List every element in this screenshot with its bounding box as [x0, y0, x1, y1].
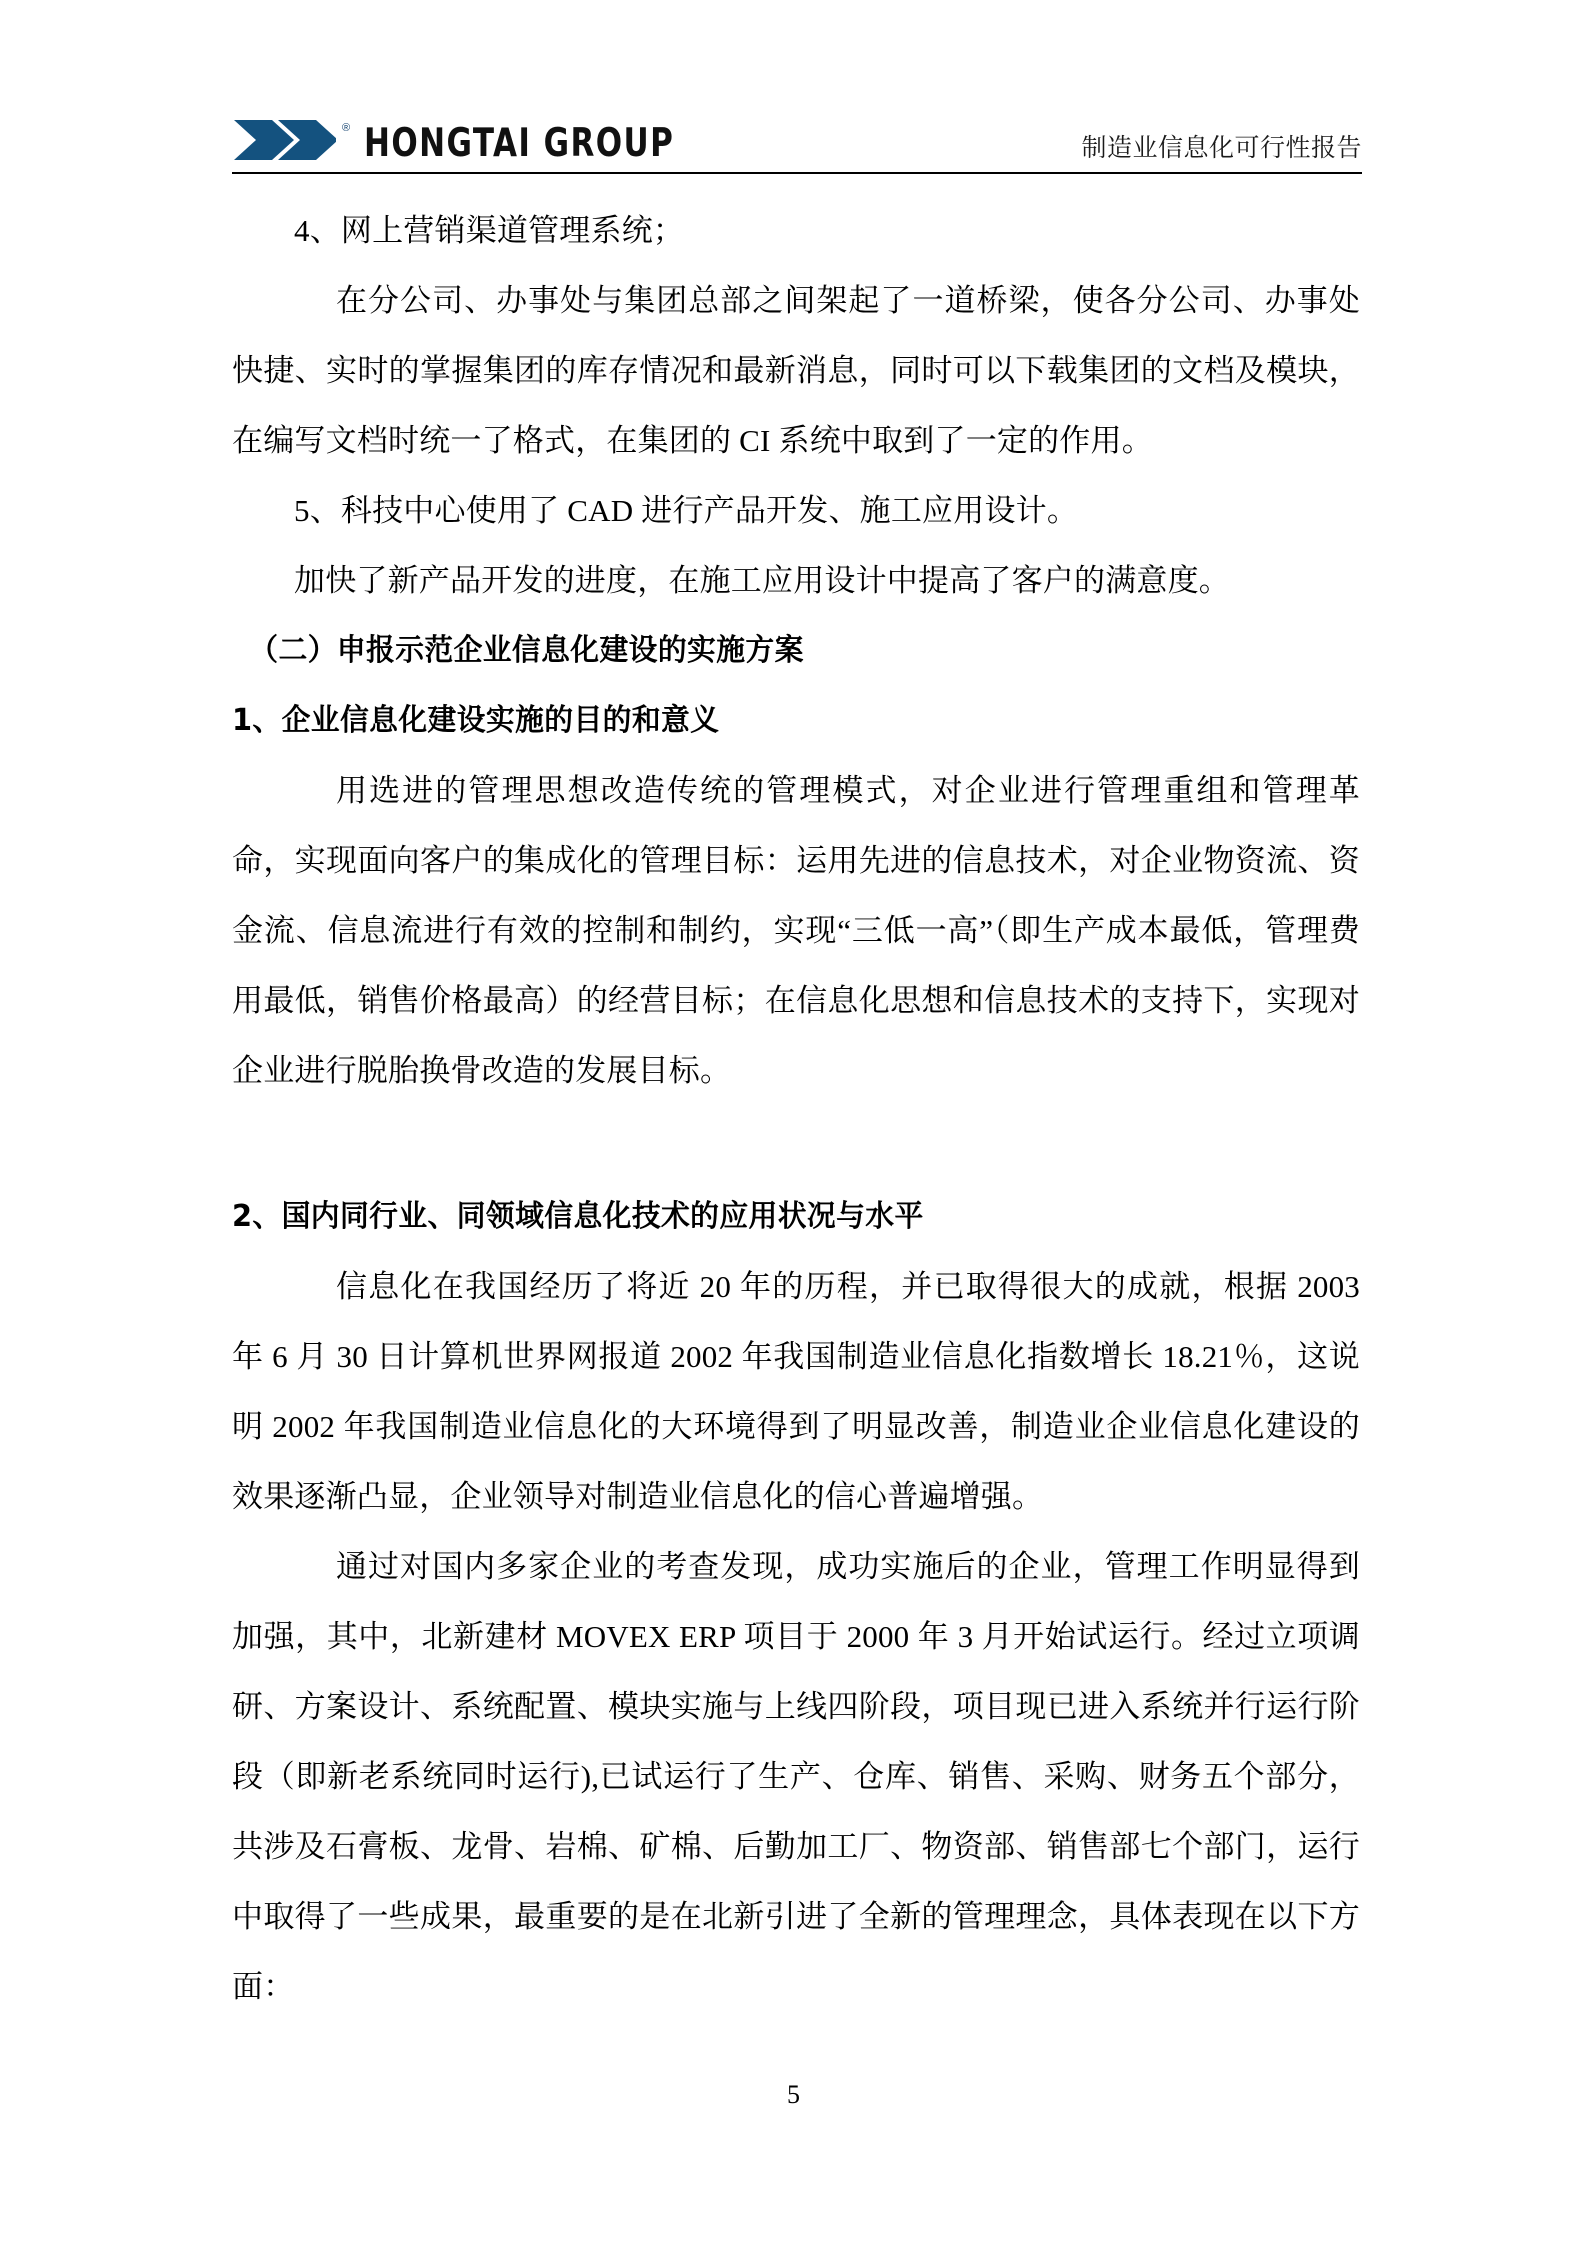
- logo-wordmark: HONGTAI GROUP: [364, 119, 675, 166]
- subsection-2-paragraph-1: 信息化在我国经历了将近 20 年的历程，并已取得很大的成就，根据 2003 年 6 月 30 日计算机世界网报道 2002 年我国制造业信息化指数增长 18.21％，这说明 2002 年我国制造业信息化的大环境得到了明显改善，制造业企业信息化建设的效果逐渐凸显，企业领导对制造业信息化的信心普遍增强。: [232, 1269, 1360, 1514]
- header-divider: [232, 172, 1362, 174]
- paragraph-spacer: [232, 1106, 1360, 1182]
- list-item-5-paragraph: 加快了新产品开发的进度，在施工应用设计中提高了客户的满意度。: [294, 563, 1230, 598]
- header-document-title: 制造业信息化可行性报告: [1081, 133, 1362, 162]
- subsection-heading-2: 2、国内同行业、同领域信息化技术的应用状况与水平: [232, 1199, 924, 1234]
- subsection-heading-1: 1、企业信息化建设实施的目的和意义: [232, 703, 720, 738]
- page-number: 5: [787, 2080, 800, 2109]
- list-item-4-paragraph: 在分公司、办事处与集团总部之间架起了一道桥梁，使各分公司、办事处快捷、实时的掌握集团的库存情况和最新消息，同时可以下载集团的文档及模块，在编写文档时统一了格式，在集团的 CI 系统中取到了一定的作用。: [232, 283, 1360, 458]
- double-chevron-logo-icon: [232, 118, 336, 162]
- list-item-4: 4、网上营销渠道管理系统；: [294, 213, 685, 248]
- page-header: [232, 100, 1362, 166]
- trademark-symbol: ®: [342, 122, 351, 134]
- page-footer: [0, 2080, 1587, 2110]
- subsection-1-paragraph: 用选进的管理思想改造传统的管理模式，对企业进行管理重组和管理革命，实现面向客户的集成化的管理目标：运用先进的信息技术，对企业物资流、资金流、信息流进行有效的控制和制约，实现“三低一高”（即生产成本最低，管理费用最低，销售价格最高）的经营目标；在信息化思想和信息技术的支持下，实现对企业进行脱胎换骨改造的发展目标。: [232, 773, 1360, 1088]
- company-logo: [232, 118, 694, 166]
- section-heading-2: （二）申报示范企业信息化建设的实施方案: [249, 633, 804, 668]
- document-body: [232, 196, 1360, 2022]
- list-item-5: 5、科技中心使用了 CAD 进行产品开发、施工应用设计。: [294, 493, 1079, 528]
- subsection-2-paragraph-2: 通过对国内多家企业的考查发现，成功实施后的企业，管理工作明显得到加强，其中，北新建材 MOVEX ERP 项目于 2000 年 3 月开始试运行。经过立项调研、方案设计、系统配置、模块实施与上线四阶段，项目现已进入系统并行运行阶段（即新老系统同时运行),已试运行了生产、仓库、销售、采购、财务五个部分，共涉及石膏板、龙骨、岩棉、矿棉、后勤加工厂、物资部、销售部七个部门，运行中取得了一些成果，最重要的是在北新引进了全新的管理理念，具体表现在以下方面：: [232, 1549, 1360, 2004]
